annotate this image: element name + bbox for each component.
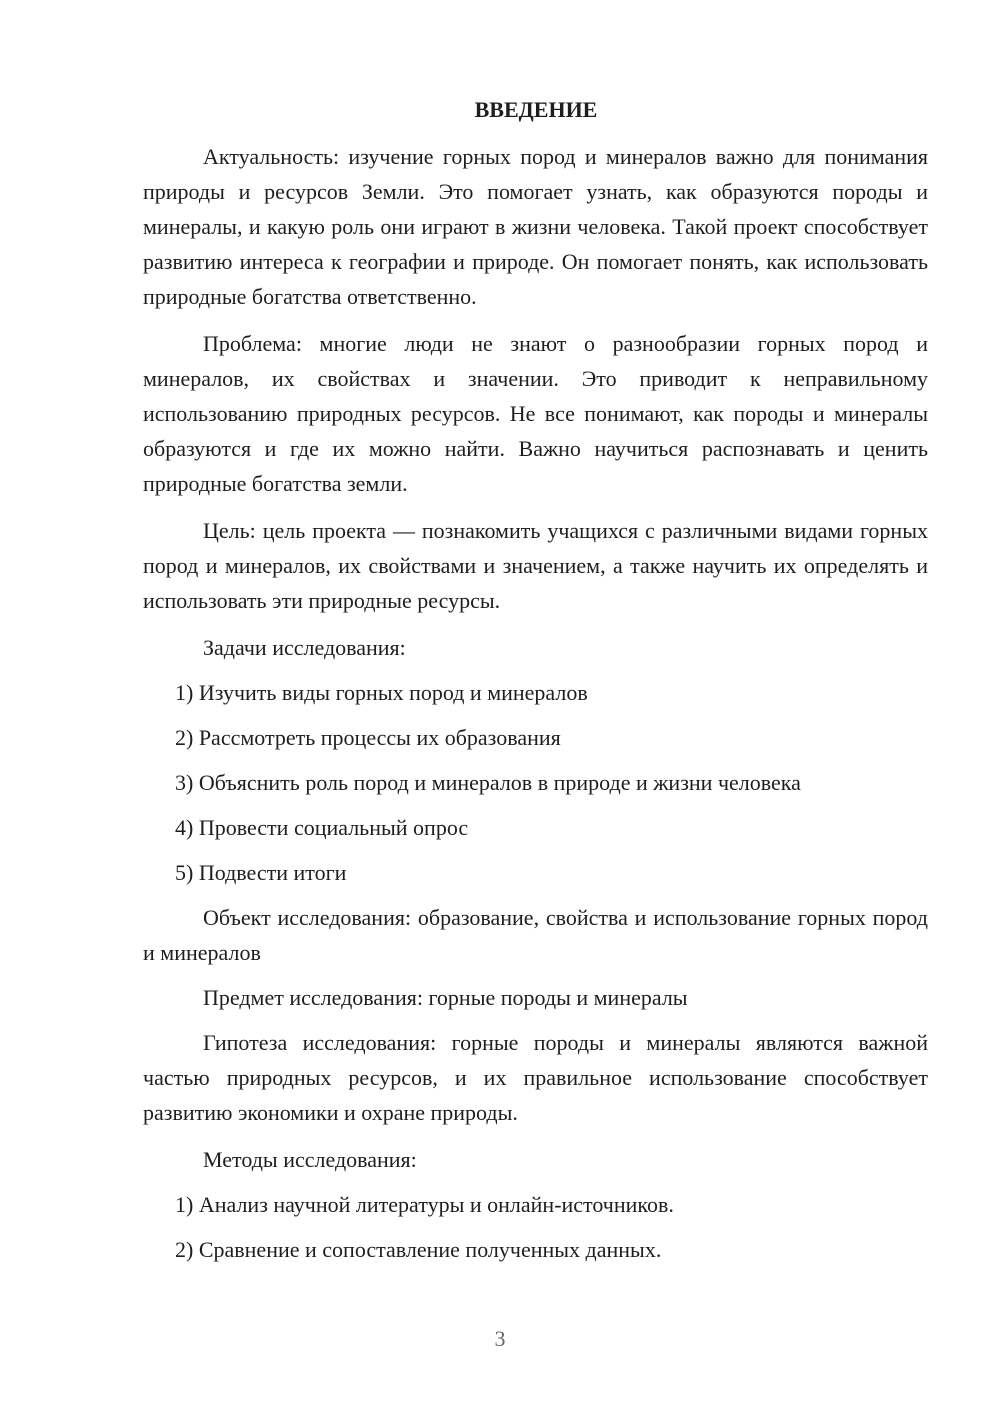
relevance-paragraph: Актуальность: изучение горных пород и минералов важно для понимания природы и ресурсов Земли. Это помогает узнать, как образуются породы и минералы, и какую роль они играют в жизни человека. Такой проект способствует развитию интереса к географии и природе. Он помогает понять, как использовать природные богатства ответственно. (143, 144, 928, 309)
method-item-1: 1) Анализ научной литературы и онлайн-источников. (175, 1192, 674, 1217)
task-item-5: 5) Подвести итоги (175, 860, 347, 885)
task-item-1: 1) Изучить виды горных пород и минералов (175, 680, 588, 705)
object-paragraph: Объект исследования: образование, свойства и использование горных пород и минералов (143, 905, 928, 965)
goal-paragraph: Цель: цель проекта — познакомить учащихся с различными видами горных пород и минералов, их свойствами и значением, а также научить их определять и использовать эти природные ресурсы. (143, 518, 928, 613)
methods-heading: Методы исследования: (203, 1147, 417, 1172)
tasks-heading: Задачи исследования: (203, 635, 406, 660)
page-title: ВВЕДЕНИЕ (474, 97, 598, 122)
task-item-2: 2) Рассмотреть процессы их образования (175, 725, 561, 750)
page-number: 3 (494, 1326, 506, 1351)
method-item-2: 2) Сравнение и сопоставление полученных данных. (175, 1237, 662, 1262)
task-item-3: 3) Объяснить роль пород и минералов в природе и жизни человека (175, 770, 801, 795)
document-page (143, 92, 928, 1267)
subject-paragraph: Предмет исследования: горные породы и минералы (203, 985, 688, 1010)
problem-paragraph: Проблема: многие люди не знают о разнообразии горных пород и минералов, их свойствах и значении. Это приводит к неправильному использованию природных ресурсов. Не все понимают, как породы и минералы образуются и где их можно найти. Важно научиться распознавать и ценить природные богатства земли. (143, 331, 928, 496)
task-item-4: 4) Провести социальный опрос (175, 815, 469, 840)
hypothesis-paragraph: Гипотеза исследования: горные породы и минералы являются важной частью природных ресурсов, и их правильное использование способствует развитию экономики и охране природы. (143, 1030, 928, 1125)
